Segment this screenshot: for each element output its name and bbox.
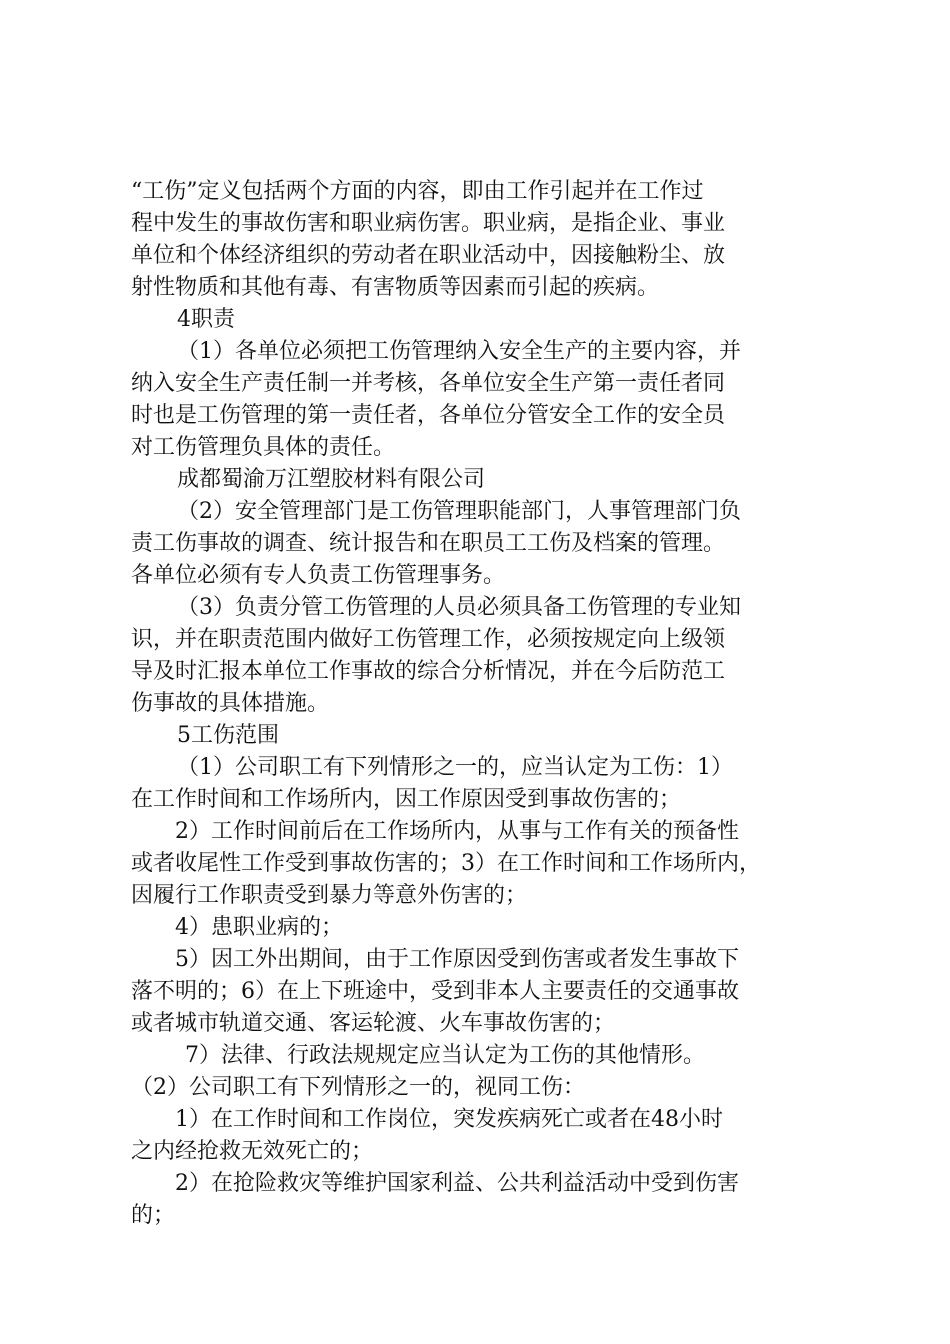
text-line: 在工作时间和工作场所内，因工作原因受到事故伤害的； — [131, 787, 682, 812]
text-line: 时也是工伤管理的第一责任者，各单位分管安全工作的安全员 — [131, 403, 726, 428]
text-line: 之内经抢救无效死亡的； — [131, 1139, 374, 1164]
text-line: 因履行工作职责受到暴力等意外伤害的； — [131, 883, 528, 908]
text-line: （2）安全管理部门是工伤管理职能部门，人事管理部门负 — [177, 499, 741, 524]
text-line: 的； — [131, 1203, 176, 1228]
text-line: 单位和个体经济组织的劳动者在职业活动中，因接触粉尘、放 — [131, 243, 726, 268]
text-line: （1）公司职工有下列情形之一的，应当认定为工伤：1） — [177, 755, 733, 780]
section-heading: 5工伤范围 — [177, 723, 279, 748]
text-line: 伤事故的具体措施。 — [131, 691, 330, 716]
text-line: 2）工作时间前后在工作场所内，从事与工作有关的预备性 — [175, 819, 739, 844]
text-line: （2）公司职工有下列情形之一的，视同工伤： — [131, 1075, 585, 1100]
text-line: 识，并在职责范围内做好工伤管理工作，必须按规定向上级领 — [131, 627, 726, 652]
text-line: 落不明的；6）在上下班途中，受到非本人主要责任的交通事故 — [131, 979, 739, 1004]
text-line: 责工伤事故的调查、统计报告和在职员工工伤及档案的管理。 — [131, 531, 726, 556]
text-line: 各单位必须有专人负责工伤管理事务。 — [131, 563, 506, 588]
text-line: 纳入安全生产责任制一并考核，各单位安全生产第一责任者同 — [131, 371, 726, 396]
text-line: 导及时汇报本单位工作事故的综合分析情况，并在今后防范工 — [131, 659, 726, 684]
company-name: 成都蜀渝万江塑胶材料有限公司 — [177, 467, 486, 492]
text-line: 射性物质和其他有毒、有害物质等因素而引起的疾病。 — [131, 275, 660, 300]
text-line: （3）负责分管工伤管理的人员必须具备工伤管理的专业知 — [177, 595, 741, 620]
text-line: 4）患职业病的； — [175, 915, 343, 940]
section-heading: 4职责 — [177, 307, 235, 332]
text-line: 程中发生的事故伤害和职业病伤害。职业病，是指企业、事业 — [131, 211, 726, 236]
text-line: 对工伤管理负具体的责任。 — [131, 435, 396, 460]
text-line: 或者收尾性工作受到事故伤害的；3）在工作时间和工作场所内， — [131, 851, 761, 876]
text-line: 2）在抢险救灾等维护国家利益、公共利益活动中受到伤害 — [175, 1171, 739, 1196]
text-line: （1）各单位必须把工伤管理纳入安全生产的主要内容，并 — [177, 339, 741, 364]
text-line: 或者城市轨道交通、客运轮渡、火车事故伤害的； — [131, 1011, 616, 1036]
text-line: 5）因工外出期间，由于工作原因受到伤害或者发生事故下 — [175, 947, 739, 972]
text-line: 1）在工作时间和工作岗位，突发疾病死亡或者在48小时 — [175, 1107, 723, 1132]
text-line: 7）法律、行政法规规定应当认定为工伤的其他情形。 — [185, 1043, 705, 1068]
text-line: “工伤”定义包括两个方面的内容，即由工作引起并在工作过 — [131, 179, 704, 204]
